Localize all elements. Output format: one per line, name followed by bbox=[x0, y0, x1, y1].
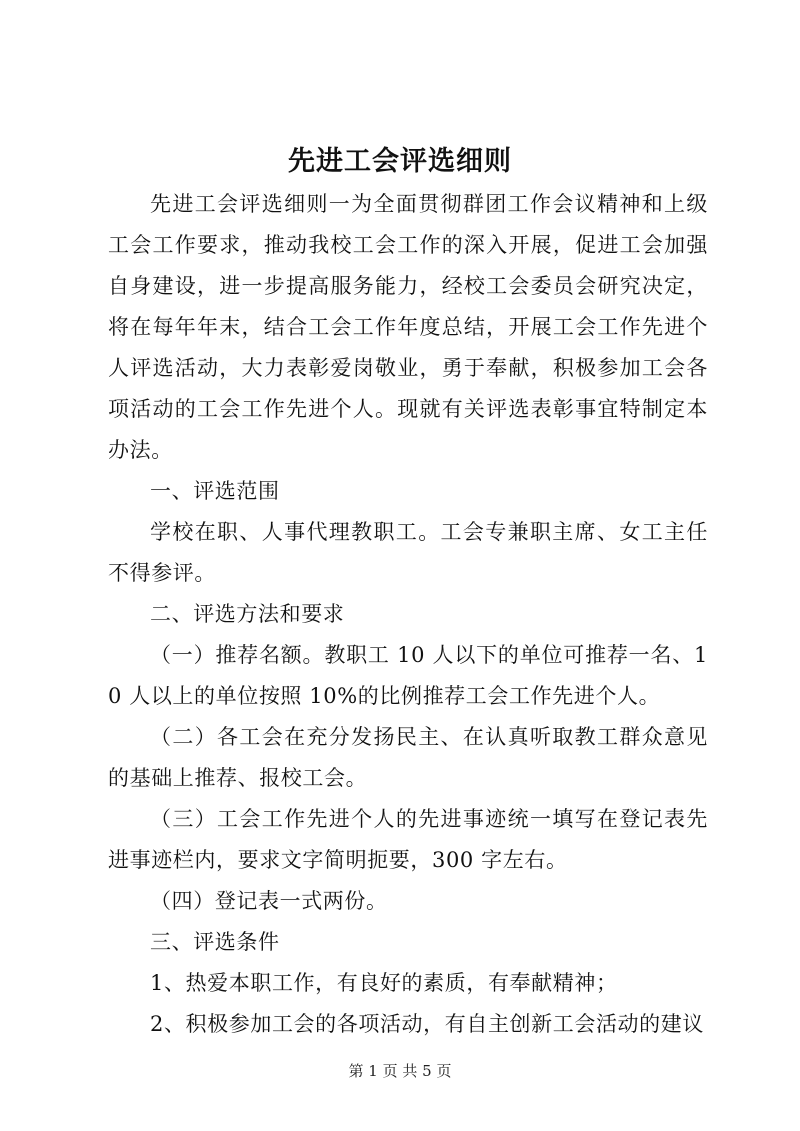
method-item-1: （一）推荐名额。教职工 10 人以下的单位可推荐一名、10 人以上的单位按照 10%的比例推荐工会工作先进个人。 bbox=[108, 643, 708, 708]
condition-item-2: 2、积极参加工会的各项活动，有自主创新工会活动的建议 bbox=[150, 1012, 704, 1036]
method-item-4: （四）登记表一式两份。 bbox=[150, 889, 388, 913]
section-heading-conditions: 三、评选条件 bbox=[150, 930, 280, 954]
condition-item-1: 1、热爱本职工作，有良好的素质，有奉献精神； bbox=[150, 971, 618, 995]
intro-paragraph: 先进工会评选细则一为全面贯彻群团工作会议精神和上级工会工作要求，推动我校工会工作的深入开展，促进工会加强自身建设，进一步提高服务能力，经校工会委员会研究决定，将在每年年末，结合工会工作年度总结，开展工会工作先进个人评选活动，大力表彰爱岗敬业，勇于奉献，积极参加工会各项活动的工会工作先进个人。现就有关评选表彰事宜特制定本办法。 bbox=[108, 192, 708, 462]
section-heading-scope: 一、评选范围 bbox=[150, 479, 280, 503]
section-heading-methods: 二、评选方法和要求 bbox=[150, 602, 345, 626]
document-title: 先进工会评选细则 bbox=[288, 146, 512, 177]
scope-paragraph: 学校在职、人事代理教职工。工会专兼职主席、女工主任不得参评。 bbox=[108, 520, 708, 585]
method-item-2: （二）各工会在充分发扬民主、在认真听取教工群众意见的基础上推荐、报校工会。 bbox=[108, 725, 708, 790]
document-body bbox=[108, 184, 708, 1045]
method-item-3: （三）工会工作先进个人的先进事迹统一填写在登记表先进事迹栏内，要求文字简明扼要，300 字左右。 bbox=[108, 807, 708, 872]
page-footer: 第 1 页 共 5 页 bbox=[348, 1062, 452, 1080]
